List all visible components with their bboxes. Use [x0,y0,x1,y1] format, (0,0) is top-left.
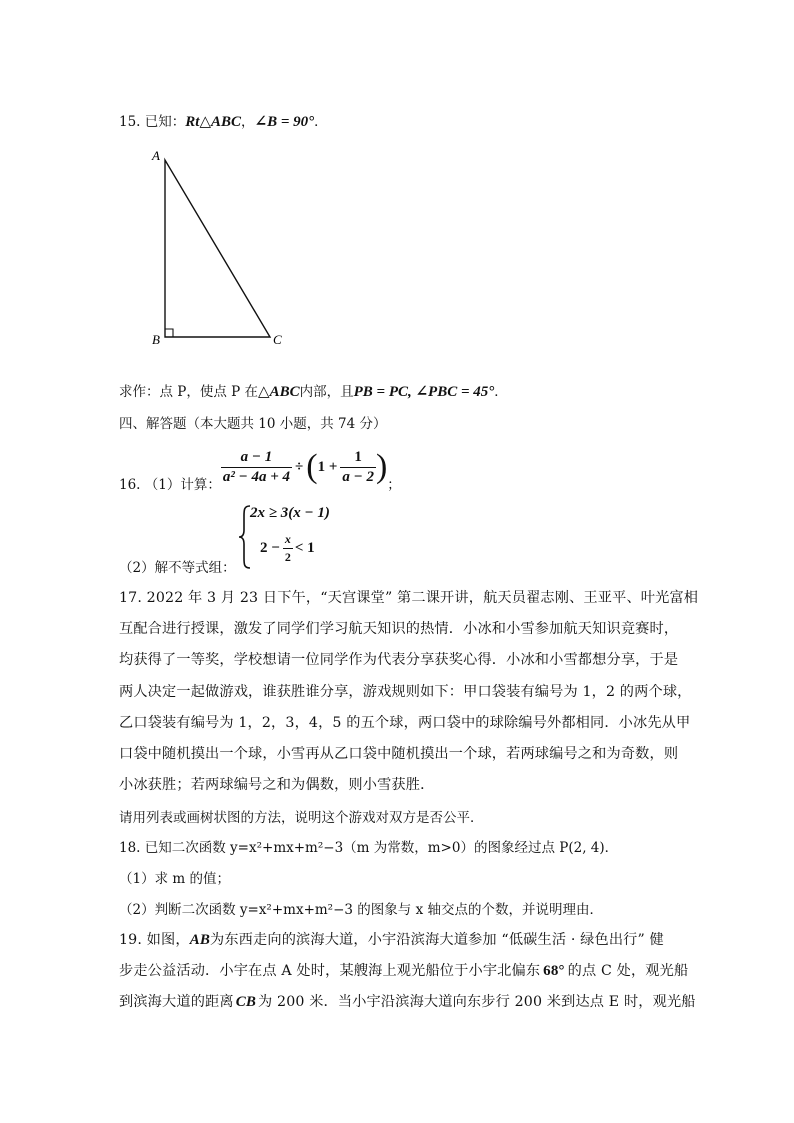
q18-stem: 18. 已知二次函数 y=x²+mx+m²−3（m 为常数，m>0）的图象经过点 P(2, 4)． [119,840,619,856]
q19-l1-b: 为东西走向的滨海大道，小宇沿滨海大道参加 “低碳生活 · 绿色出行” 健 [210,932,664,948]
vertex-a-label: A [152,148,160,163]
right-angle-mark [165,329,173,337]
section-heading: 四、解答题（本大题共 10 小题，共 74 分） [119,416,387,432]
fraction-2-denominator: a − 2 [342,468,374,485]
q15-rt-triangle: Rt△ABC [185,114,241,130]
q15-task-end: ． [494,384,508,400]
inequality-2-left: 2 − [260,540,280,556]
q15-task-prefix: 求作：点 P，使点 P 在 [119,384,259,400]
q17-question: 请用列表或画树状图的方法，说明这个游戏对双方是否公平． [119,810,484,826]
q15-task-condition: PB = PC, ∠PBC = 45° [353,384,495,400]
q19-line-3 [119,991,696,1011]
divide-sign: ÷ [295,458,304,475]
fraction-2 [340,449,376,486]
q15-task-triangle: △ABC [258,384,300,400]
q19-l2-b: 的点 C 处，观光船 [567,963,689,979]
triangle-figure [148,145,298,350]
q19-ab: AB [189,932,210,948]
paren-open: ( [306,448,318,485]
q19-l3-a: 到滨海大道的距离 [119,994,234,1010]
q19-l2-a: 步走公益活动．小宇在点 A 处时，某艘海上观光船位于小宇北偏东 [119,963,541,979]
one-plus: 1 + [317,458,338,475]
vertex-c-label: C [273,332,282,347]
inequality-2-right: < 1 [294,540,315,556]
paren-close: ) [375,448,388,485]
q15-angle-b: ∠B = 90° [254,114,315,130]
fraction-2-numerator: 1 [354,448,362,465]
q17-line-5: 乙口袋装有编号为 1，2，3，4，5 的五个球，两口袋中的球除编号外都相同．小冰先从甲 [119,715,691,731]
q15-period: ． [314,114,328,130]
inequality-2-fraction [283,532,293,565]
q19-cb: CB [235,994,257,1010]
q16-part1 [119,441,401,493]
q19-l3-b: 为 200 米．当小宇沿滨海大道向东步行 200 米到达点 E 时，观光船 [258,994,696,1010]
q16-part1-end: ； [387,477,401,493]
inequality-2-numerator: x [284,532,291,546]
q15-task [119,380,508,401]
q16-part1-prefix: 16. （1）计算： [119,477,221,493]
inequality-1: 2x ≥ 3(x − 1) [250,505,330,521]
q16-part2-prefix: （2）解不等式组： [119,560,236,576]
q15-task-mid: 内部，且 [299,384,354,400]
q17-line-1: 17. 2022 年 3 月 23 日下午，“天宫课堂” 第二课开讲，航天员翟志刚、王亚平、叶光富相 [119,590,699,606]
inequality-2 [260,532,315,565]
vertex-b-label: B [152,332,160,347]
q15-stem [119,110,328,131]
q19-l1-a: 19. 如图， [119,932,190,948]
inequality-2-denominator: 2 [284,550,291,564]
q19-line-1 [119,929,664,949]
q18-part1: （1）求 m 的值； [119,871,230,887]
q18-part2: （2）判断二次函数 y=x²+mx+m²−3 的图象与 x 轴交点的个数，并说明理由． [119,902,603,918]
fraction-1-numerator: a − 1 [240,448,273,465]
q17-line-7: 小冰获胜；若两球编号之和为偶数，则小雪获胜． [119,777,435,793]
q17-line-2: 互配合进行授课，激发了同学们学习航天知识的热情．小冰和小雪参加航天知识竞赛时， [119,621,679,637]
fraction-1 [221,449,292,486]
q17-line-3: 均获得了一等奖，学校想请一位同学作为代表分享获奖心得．小冰和小雪都想分享，于是 [119,652,679,668]
triangle-abc [165,160,270,337]
q15-prefix: 15. 已知： [119,114,186,130]
q19-line-2 [119,960,688,980]
q19-degree: 68° [543,963,565,979]
q15-comma: ， [241,114,255,130]
q17-line-4: 两人决定一起做游戏，谁获胜谁分享，游戏规则如下：甲口袋装有编号为 1，2 的两个球， [119,684,692,700]
q17-line-6: 口袋中随机摸出一个球，小雪再从乙口袋中随机摸出一个球，若两球编号之和为奇数，则 [119,746,679,762]
fraction-1-denominator: a² − 4a + 4 [222,468,290,485]
